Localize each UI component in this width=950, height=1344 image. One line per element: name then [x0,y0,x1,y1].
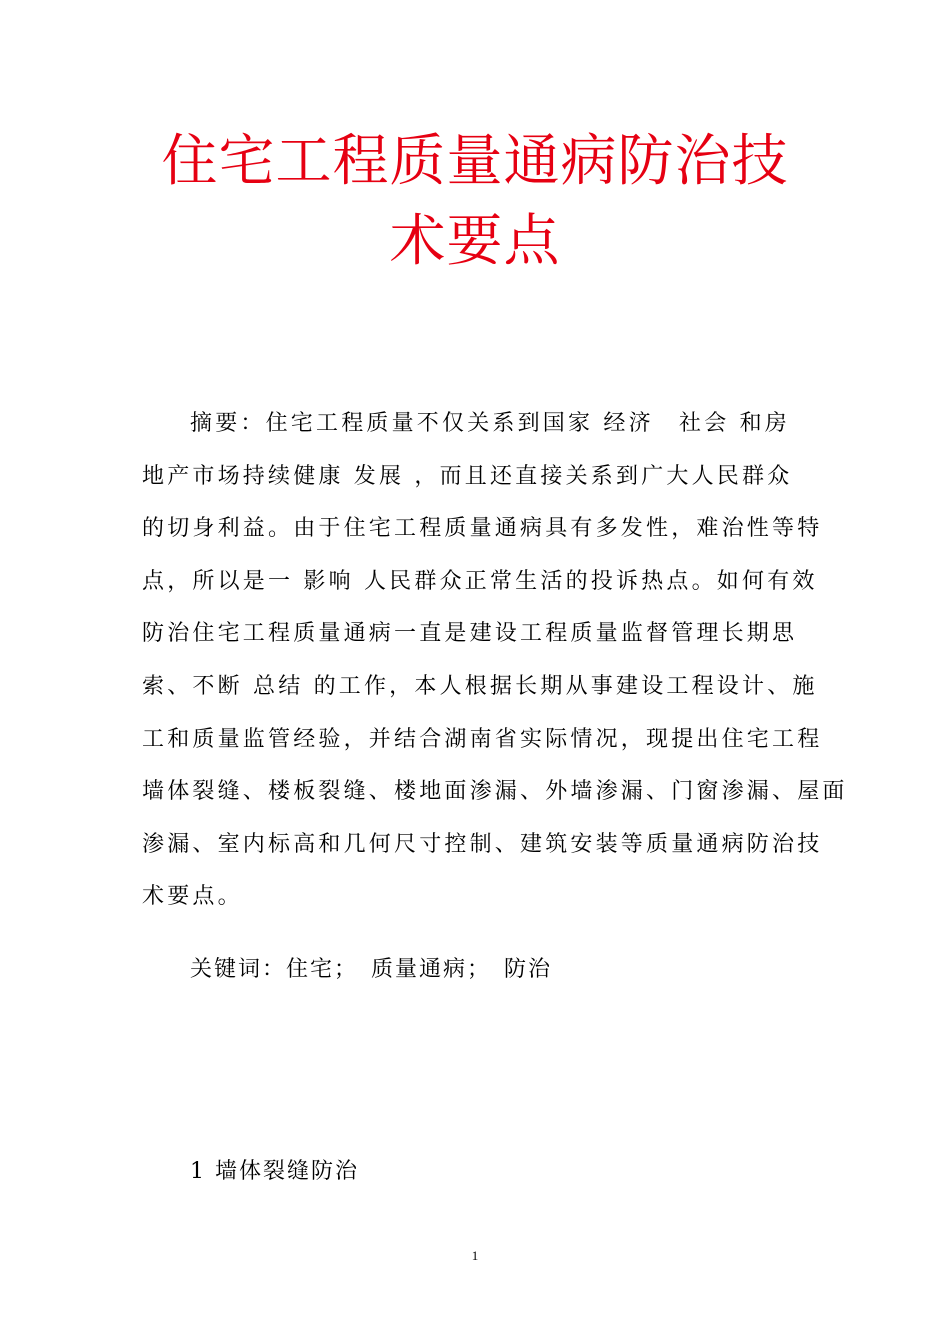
abstract-line: 术要点。 [142,884,243,910]
abstract-line: 的切身利益。由于住宅工程质量通病具有多发性，难治性等特 [142,516,823,542]
abstract-line: 点，所以是一 影响 人民群众正常生活的投诉热点。如何有效 [142,568,818,594]
section-heading: 1 墙体裂缝防治 [190,1159,359,1184]
abstract-line: 工和质量监管经验，并结合湖南省实际情况，现提出住宅工程 [142,726,823,752]
abstract-line: 索、不断 总结 的工作，本人根据长期从事建设工程设计、施 [142,673,818,699]
title-line-2: 术要点 [389,209,561,274]
abstract-line: 渗漏、室内标高和几何尺寸控制、建筑安装等质量通病防治技 [142,831,823,857]
abstract-line: 摘要：住宅工程质量不仅关系到国家 经济 社会 和房 [190,411,790,436]
keywords-line: 关键词：住宅； 质量通病； 防治 [190,957,553,982]
abstract-line: 墙体裂缝、楼板裂缝、楼地面渗漏、外墙渗漏、门窗渗漏、屋面 [142,779,848,805]
abstract-paragraph [142,398,848,924]
document-title [140,122,810,282]
abstract-line: 防治住宅工程质量通病一直是建设工程质量监督管理长期思 [142,621,798,647]
abstract-line: 地产市场持续健康 发展 ，而且还直接关系到广大人民群众 [142,463,793,489]
title-line-1: 住宅工程质量通病防治技 [161,129,789,194]
page-number: 1 [471,1248,479,1263]
